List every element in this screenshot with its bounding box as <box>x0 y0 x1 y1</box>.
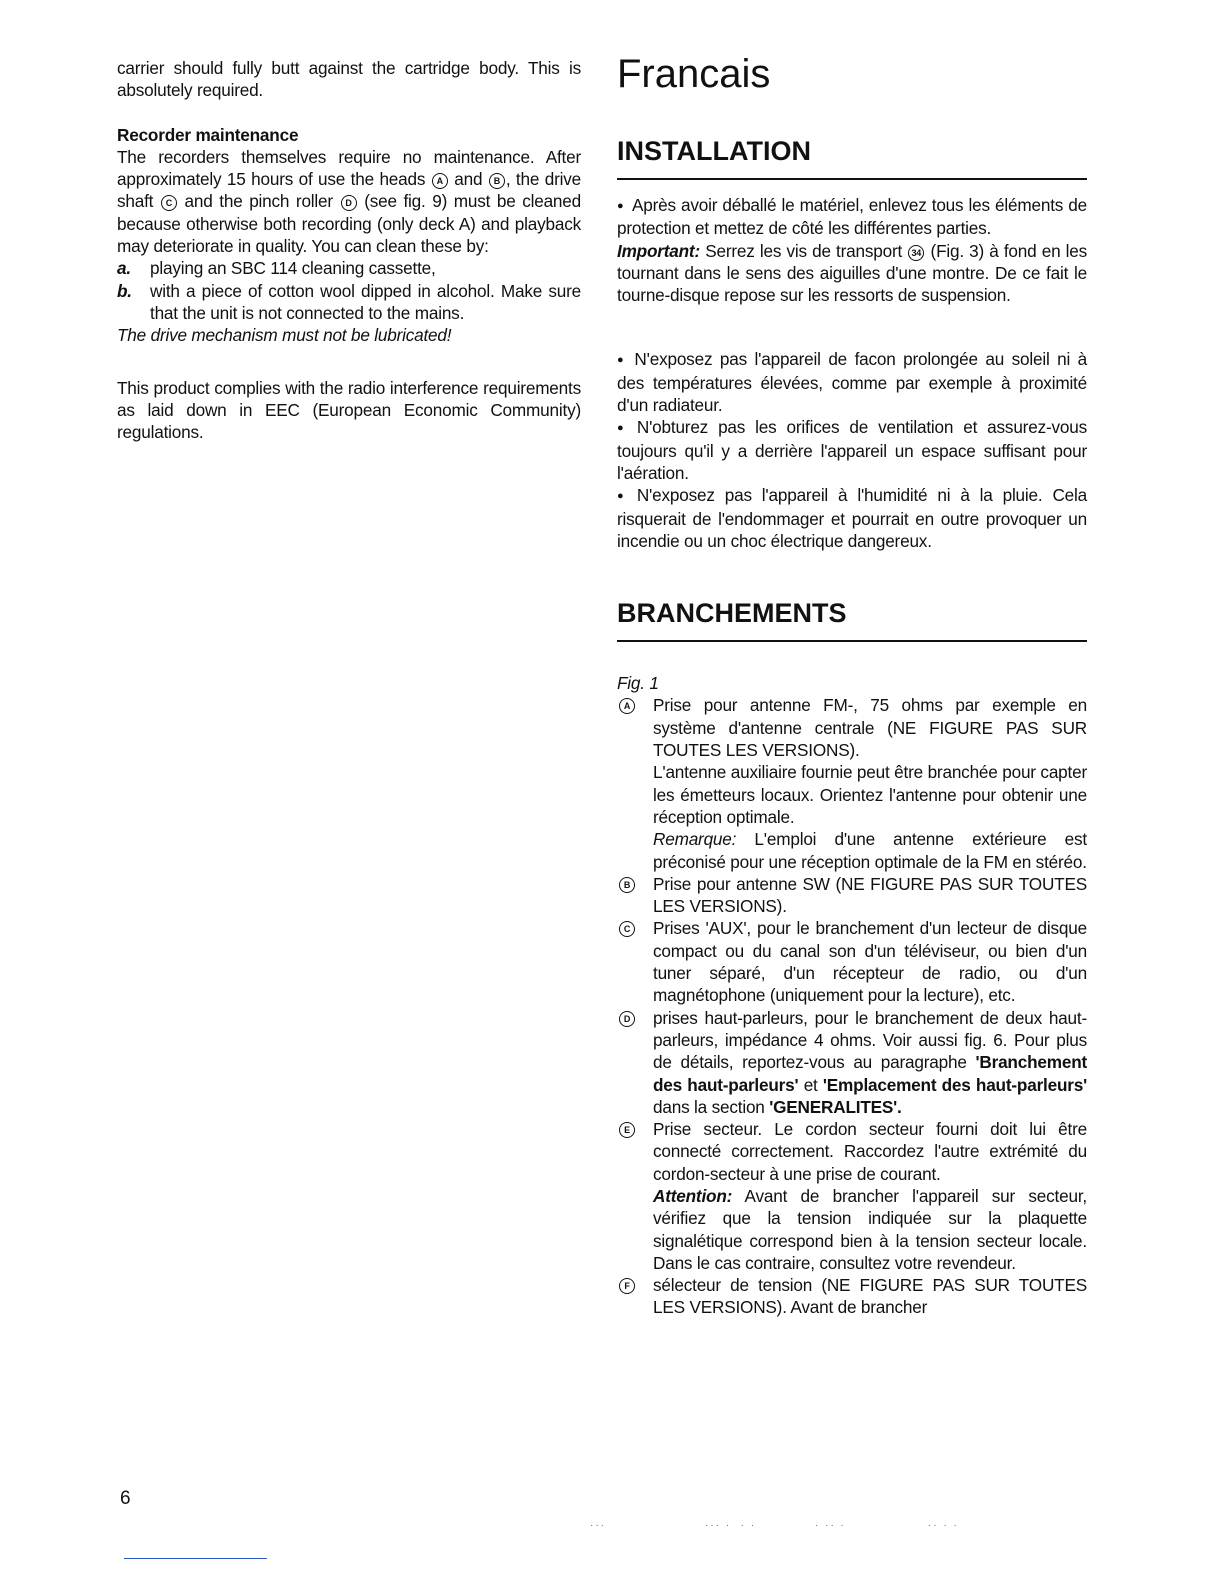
compliance-paragraph: This product complies with the radio interference requirements as laid down in EEC (European Economic Community) regulations. <box>117 377 581 443</box>
attention-label: Attention: <box>653 1185 733 1206</box>
d-et: et <box>803 1074 818 1095</box>
language-title: Francais <box>617 52 771 96</box>
fig-item-e-text: Prise secteur. Le cordon secteur fourni doit lui être connecté correctement. Raccordez l'autre extrémité du cordon-secteur à une prise de courant. <box>653 1119 1087 1184</box>
d-text: prises haut-parleurs, pour le branchement de deux haut-parleurs, impédance 4 ohms. Voir aussi fig. 6. Pour plus de détails, reportez-vous au paragraphe <box>653 1007 1087 1073</box>
left-column <box>117 57 581 443</box>
d-bold-2: 'Emplacement des haut-parleurs' <box>822 1074 1088 1095</box>
fig-item-a-remarque <box>653 828 1087 873</box>
lubrication-warning: The drive mechanism must not be lubricated! <box>117 325 452 346</box>
marker-c-icon: C <box>161 195 177 211</box>
fig-item-a <box>617 694 1087 872</box>
fig-item-f-text: sélecteur de tension (NE FIGURE PAS SUR TOUTES LES VERSIONS). Avant de brancher <box>653 1275 1087 1318</box>
scan-artifact: · ·· · <box>815 1520 846 1531</box>
list-item <box>117 280 581 325</box>
fig-item-b-text: Prise pour antenne SW (NE FIGURE PAS SUR TOUTES LES VERSIONS). <box>653 873 1087 917</box>
fig-label: Fig. 1 <box>617 673 659 694</box>
installation-bullet-sun: ● N'exposez pas l'appareil de facon prolongée au soleil ni à des températures élevées, comme par exemple à proximité d'un radiateur. <box>617 348 1087 416</box>
marker-d-icon: D <box>619 1011 635 1027</box>
maintenance-paragraph <box>117 146 581 257</box>
marker-34-icon: 34 <box>908 245 924 261</box>
remarque-text: L'emploi d'une antenne extérieure est préconisé pour une réception optimale de la FM en stéréo. <box>653 829 1087 872</box>
important-paragraph <box>617 240 1087 307</box>
d-dans: dans la section <box>653 1096 765 1117</box>
fig-item-a-text: Prise pour antenne FM-, 75 ohms par exemple en système d'antenne centrale (NE FIGURE PAS SUR TOUTES LES VERSIONS). <box>653 695 1087 761</box>
installation-divider <box>617 178 1087 180</box>
maintenance-text-c: , the drive shaft <box>117 169 581 212</box>
maintenance-text-d: and the pinch roller <box>184 191 333 212</box>
maintenance-text-a: The recorders themselves require no maintenance. After approximately 15 hours of use the heads <box>117 146 581 190</box>
intro-paragraph: carrier should fully butt against the cartridge body. This is absolutely required. <box>117 58 581 101</box>
list-marker: b. <box>117 280 132 301</box>
installation-title: INSTALLATION <box>617 136 811 166</box>
maintenance-text-e: (see fig. 9) must be cleaned because otherwise both recording (only deck A) and playback may deteriorate in quality. You can clean these by: <box>117 191 582 257</box>
fig-item-c <box>617 917 1087 1006</box>
list-marker: a. <box>117 258 131 279</box>
installation-bullet-unpack: ● Après avoir déballé le matériel, enlevez tous les éléments de protection et mettez de côté les différentes parties. <box>617 194 1087 240</box>
attention-text: Avant de brancher l'appareil sur secteur, vérifiez que la tension indiquée sur la plaquette signalétique correspond bien à la tension secteur locale. Dans le cas contraire, consultez votre revendeur. <box>653 1185 1087 1273</box>
fig-item-f <box>617 1274 1087 1319</box>
important-text-b: (Fig. 3) à fond en les tournant dans le sens des aiguilles d'une montre. De ce fait le tourne-disque repose sur les ressorts de suspension. <box>617 240 1088 306</box>
marker-f-icon: F <box>619 1278 635 1294</box>
marker-b-icon: B <box>489 173 505 189</box>
fig-item-a-text2: L'antenne auxiliaire fournie peut être branchée pour capter les émetteurs locaux. Orientez l'antenne pour obtenir une réception optimale. <box>653 762 1087 827</box>
list-text: with a piece of cotton wool dipped in alcohol. Make sure that the unit is not connected to the mains. <box>150 280 581 323</box>
footer-rule <box>124 1558 267 1559</box>
marker-a-icon: A <box>619 698 635 714</box>
right-column <box>617 52 1087 1319</box>
marker-e-icon: E <box>619 1122 635 1138</box>
list-item <box>117 257 581 279</box>
important-text-a: Serrez les vis de transport <box>705 240 903 261</box>
fig-item-d-text <box>653 1007 1087 1118</box>
d-bold-1: 'Branchement des haut-parleurs' <box>653 1052 1088 1095</box>
list-text: playing an SBC 114 cleaning cassette, <box>150 258 436 279</box>
fig-item-b <box>617 873 1087 918</box>
d-bold-3: 'GENERALITES'. <box>769 1096 902 1117</box>
scan-artifact: ·· · · <box>928 1520 959 1531</box>
scan-artifact: ··· · · · <box>705 1520 757 1531</box>
maintenance-text-b: and <box>454 169 483 190</box>
marker-c-icon: C <box>619 921 635 937</box>
fig-item-d <box>617 1007 1087 1118</box>
page-number: 6 <box>120 1488 131 1509</box>
branchements-divider <box>617 640 1087 642</box>
remarque-label: Remarque: <box>653 829 737 850</box>
marker-a-icon: A <box>432 173 448 189</box>
marker-d-icon: D <box>341 195 357 211</box>
branchements-title: BRANCHEMENTS <box>617 598 847 629</box>
fig-item-c-text: Prises 'AUX', pour le branchement d'un lecteur de disque compact ou du canal son d'un téléviseur, ou bien d'un tuner séparé, d'un récepteur de radio, ou d'un magnétophone (uniquement pour la lecture), etc. <box>653 918 1087 1006</box>
marker-b-icon: B <box>619 877 635 893</box>
installation-bullet-ventilation: ● N'obturez pas les orifices de ventilation et assurez-vous toujours qu'il y a derrière l'appareil un espace suffisant pour l'aération. <box>617 416 1087 484</box>
important-label: Important: <box>617 240 700 261</box>
installation-bullet-humidity: ● N'exposez pas l'appareil à l'humidité ni à la pluie. Cela risquerait de l'endommager et pourrait en outre provoquer un incendie ou un choc électrique dangereux. <box>617 484 1087 552</box>
scan-artifact: ··· <box>590 1520 606 1531</box>
fig-item-e <box>617 1118 1087 1274</box>
fig-item-e-attention <box>653 1185 1087 1274</box>
recorder-maintenance-heading: Recorder maintenance <box>117 124 299 145</box>
